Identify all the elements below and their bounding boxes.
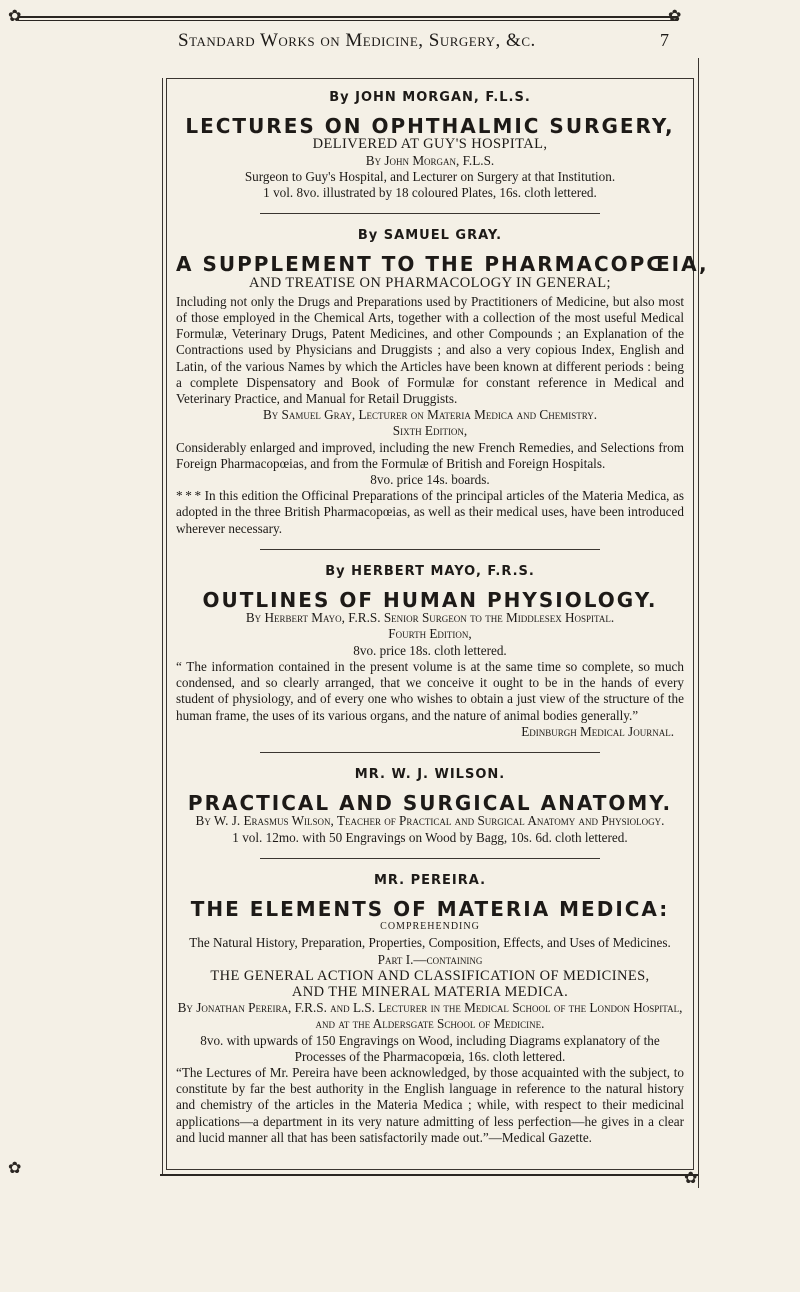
part-title: THE GENERAL ACTION AND CLASSIFICATION OF MEDICINES, — [210, 967, 650, 984]
byline: MR. PEREIRA. — [373, 872, 487, 888]
page-number: 7 — [660, 30, 669, 50]
frame-bottom-rule — [160, 1174, 698, 1176]
corner-ornament-icon: ✿ — [668, 8, 682, 25]
author-line: By W. J. Erasmus Wilson, Teacher of Practical and Surgical Anatomy and Physiology. — [195, 813, 665, 829]
section-divider — [260, 752, 600, 753]
improvements: Considerably enlarged and improved, including the new French Remedies, and Selections from Foreign Pharmacopœias, and from the Formulæ of British and Foreign Hospitals. — [176, 439, 684, 471]
book-title: THE ELEMENTS OF MATERIA MEDICA: — [190, 896, 670, 921]
book-details: 1 vol. 8vo. illustrated by 18 coloured Plates, 16s. cloth lettered. — [263, 185, 597, 201]
section-divider — [260, 549, 600, 550]
frame-left-rule — [162, 78, 163, 1174]
byline: By HERBERT MAYO, F.R.S. — [325, 563, 535, 579]
book-title: A SUPPLEMENT TO THE PHARMACOPŒIA, — [176, 252, 709, 277]
listing-gray — [176, 228, 709, 550]
top-border-rule-thin — [18, 20, 678, 21]
book-details: 8vo. with upwards of 150 Engravings on Wood, including Diagrams explanatory of the Processes of the Pharmacopœia, 16s. cloth lettered. — [200, 1032, 660, 1064]
review-quote: “The Lectures of Mr. Pereira have been acknowledged, by those acquainted with the subject, to constitute by far the best authority in the English language in reference to the natural history and chemistry of the articles in the Materia Medica ; while, with respect to their medicinal applications—a department in its very nature admitting of less perfection—he gives in a clear and lucid manner all that has been satisfactorily made out.”—Medical Gazette. — [176, 1064, 684, 1145]
book-scope: The Natural History, Preparation, Properties, Composition, Effects, and Uses of Medicines. — [189, 935, 671, 951]
edition-note: * * * In this edition the Officinal Preparations of the principal articles of the Materia Medica, as adopted in the three British Pharmacopœias, as well as their medical uses, have been introduced wherever necessary. — [176, 488, 684, 536]
author-line: By Jonathan Pereira, F.R.S. and L.S. Lecturer in the Medical School of the London Hospital, and at the Aldersgate School of Medicine. — [177, 1000, 683, 1032]
listing-content — [176, 84, 709, 1146]
part-title: AND THE MINERAL MATERIA MEDICA. — [291, 983, 569, 1000]
top-border-rule — [18, 16, 678, 18]
running-title: Standard Works on Medicine, Surgery, &c. — [178, 30, 536, 51]
section-divider — [260, 858, 600, 859]
book-title: OUTLINES OF HUMAN PHYSIOLOGY. — [202, 588, 658, 613]
listing-pereira — [176, 873, 684, 1146]
price: 8vo. price 14s. boards. — [370, 472, 490, 488]
author-line: By Herbert Mayo, F.R.S. Senior Surgeon to the Middlesex Hospital. — [245, 610, 615, 626]
book-subtitle: DELIVERED AT GUY'S HOSPITAL, — [312, 136, 548, 153]
review-quote: “ The information contained in the present volume is at the same time so complete, so much condensed, and so clearly arranged, that we conceive it ought to be in the hands of every student of physiology, and of every one who wishes to obtain a just view of the structure of the human frame, the uses of its various organs, and the nature of animal bodies generally.” — [176, 658, 684, 723]
frame-right-rule — [698, 58, 699, 1188]
section-divider — [260, 213, 600, 214]
corner-ornament-icon: ✿ — [684, 1170, 698, 1187]
edition: Sixth Edition, — [392, 423, 468, 439]
author-line: By John Morgan, F.L.S. — [365, 152, 495, 168]
corner-ornament-icon: ✿ — [8, 8, 22, 25]
book-title: PRACTICAL AND SURGICAL ANATOMY. — [187, 791, 673, 816]
listing-wilson — [176, 767, 684, 859]
book-details: 1 vol. 12mo. with 50 Engravings on Wood by Bagg, 10s. 6d. cloth lettered. — [232, 829, 628, 845]
comprehending-label: COMPREHENDING — [380, 921, 480, 933]
price: 8vo. price 18s. cloth lettered. — [353, 642, 507, 658]
review-source: Edinburgh Medical Journal. — [521, 723, 674, 739]
book-title: LECTURES ON OPHTHALMIC SURGERY, — [185, 114, 675, 139]
listing-morgan — [176, 90, 684, 214]
author-line: By Samuel Gray, Lecturer on Materia Medica and Chemistry. — [262, 407, 598, 423]
edition: Fourth Edition, — [388, 626, 472, 642]
author-role: Surgeon to Guy's Hospital, and Lecturer on Surgery at that Institution. — [244, 168, 616, 184]
byline: MR. W. J. WILSON. — [354, 766, 506, 782]
part-label: Part I.—containing — [377, 951, 483, 967]
book-description: Including not only the Drugs and Preparations used by Practitioners of Medicine, but also most of those employed in the Chemical Arts, together with a collection of the most useful Medical Formulæ, Veterinary Drugs, Patent Medicines, and other Compounds ; an Explanation of the Contractions used by Physicians and Druggists ; and also a very copious Index, English and Latin, of the various Names by which the Articles have been known at different periods : being a complete Dispensatory and Book of Formulæ for constant reference in Medical and Veterinary Practice, and Manual for Retail Druggists. — [176, 293, 684, 407]
byline: By JOHN MORGAN, F.L.S. — [329, 90, 531, 105]
book-subtitle: AND TREATISE ON PHARMACOLOGY IN GENERAL; — [249, 274, 611, 291]
byline: By SAMUEL GRAY. — [357, 228, 503, 244]
listing-mayo — [176, 564, 684, 753]
corner-ornament-icon: ✿ — [8, 1160, 22, 1177]
